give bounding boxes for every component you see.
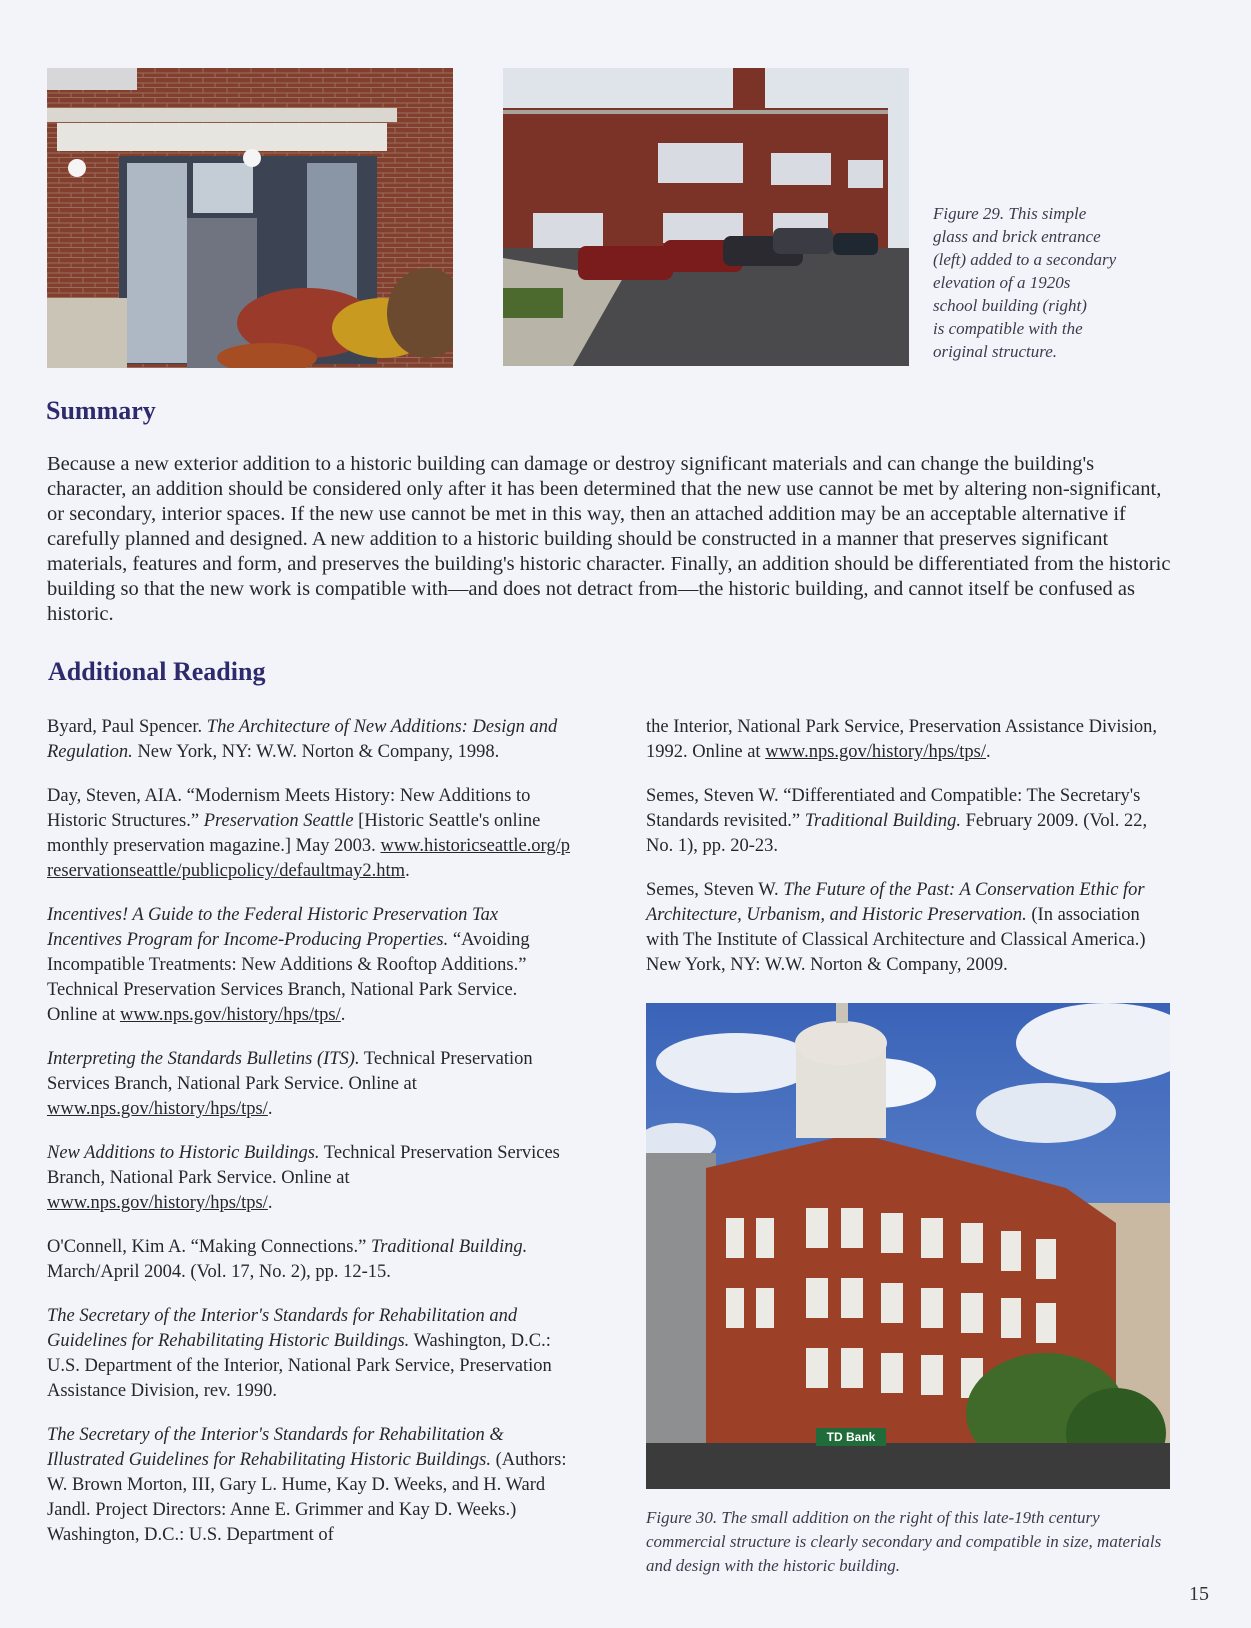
- figure29-caption-line: original structure.: [933, 342, 1058, 361]
- reference-entry: [646, 878, 1166, 978]
- ref-link[interactable]: www.nps.gov/history/hps/tps/: [765, 742, 987, 762]
- ref-text: [Historic Seattle's online monthly preservation magazine.] May 2003.: [47, 811, 541, 856]
- figure29-caption: [933, 202, 1143, 363]
- figure29-caption-line: is compatible with the: [933, 319, 1083, 338]
- ref-tail: .: [405, 861, 410, 881]
- ref-link[interactable]: www.nps.gov/history/hps/tps/: [119, 1005, 341, 1025]
- figure29-caption-line: elevation of a 1920s: [933, 273, 1071, 292]
- ref-tail: .: [340, 1005, 346, 1025]
- ref-text: “Avoiding Incompatible Treatments: New Additions & Rooftop Additions.” Technical Preservation Services Branch, National Park Service. Online at: [47, 930, 530, 1025]
- page-number: 15: [1189, 1583, 1209, 1605]
- ref-title: Interpreting the Standards Bulletins (ITS).: [47, 1049, 360, 1069]
- ref-text: O'Connell, Kim A. “Making Connections.”: [47, 1237, 371, 1257]
- ref-text: Day, Steven, AIA. “Modernism Meets History: New Additions to Historic Structures.”: [47, 786, 531, 831]
- ref-title: The Future of the Past: A Conservation Ethic for Architecture, Urbanism, and Historic Preservation.: [646, 880, 1145, 925]
- ref-title: Traditional Building.: [804, 811, 961, 831]
- ref-title: Preservation Seattle: [203, 811, 354, 831]
- ref-title: Incentives! A Guide to the Federal Historic Preservation Tax Incentives Program for Income-Producing Properties.: [47, 905, 499, 950]
- ref-title: The Architecture of New Additions: Design and Regulation.: [47, 717, 558, 762]
- figure29-caption-line: Figure 29. This simple: [933, 204, 1087, 223]
- ref-link[interactable]: www.historicseattle.org/preservationseattle/publicpolicy/defaultmay2.htm: [47, 836, 571, 881]
- reference-entry: [47, 1423, 572, 1548]
- additional-reading-heading: Additional Reading: [48, 657, 266, 686]
- figure29-caption-line: glass and brick entrance: [933, 227, 1101, 246]
- reference-entry: [47, 1304, 572, 1404]
- figure30-caption: Figure 30. The small addition on the right of this late-19th century commercial structure is clearly secondary and compatible in size, materials and design with the historic building.: [646, 1508, 1162, 1575]
- ref-text: Byard, Paul Spencer.: [47, 717, 207, 737]
- reference-entry: [646, 715, 1166, 765]
- figure30-photo-commercial-building: [646, 1003, 1170, 1489]
- ref-tail: .: [986, 742, 991, 762]
- ref-link[interactable]: www.nps.gov/history/hps/tps/: [47, 1193, 268, 1213]
- ref-text: Washington, D.C.: U.S. Department of the Interior, National Park Service, Preservation Assistance Division, rev. 1990.: [47, 1331, 552, 1401]
- ref-text: Technical Preservation Services Branch, National Park Service. Online at: [47, 1143, 560, 1188]
- reference-entry: [47, 715, 572, 765]
- ref-text: Semes, Steven W.: [646, 880, 784, 900]
- figure29-photo-entrance: [47, 68, 453, 368]
- figure29-photo-school: [503, 68, 909, 366]
- bank-sign-text: TD Bank: [826, 1430, 876, 1444]
- ref-title: The Secretary of the Interior's Standards for Rehabilitation and Guidelines for Rehabilitating Historic Buildings.: [47, 1306, 518, 1351]
- ref-tail: .: [267, 1193, 273, 1213]
- figure29-caption-line: school building (right): [933, 296, 1087, 315]
- ref-title: The Secretary of the Interior's Standards for Rehabilitation & Illustrated Guidelines for Rehabilitating Historic Buildings.: [47, 1425, 504, 1470]
- ref-tail: .: [267, 1099, 273, 1119]
- reference-entry: [646, 784, 1166, 859]
- ref-title: New Additions to Historic Buildings.: [47, 1143, 320, 1163]
- figure29-caption-line: (left) added to a secondary: [933, 250, 1117, 269]
- ref-text: February 2009. (Vol. 22, No. 1), pp. 20-23.: [646, 811, 1148, 856]
- ref-text: (In association with The Institute of Classical Architecture and Classical America.) New York, NY: W.W. Norton & Company, 2009.: [646, 905, 1146, 975]
- references-right-column: [646, 715, 1166, 997]
- ref-text: New York, NY: W.W. Norton & Company, 1998.: [132, 742, 500, 762]
- reference-entry: [47, 1047, 572, 1122]
- references-left-column: [47, 715, 572, 1567]
- ref-text: Semes, Steven W. “Differentiated and Compatible: The Secretary's Standards revisited.”: [646, 786, 1141, 831]
- summary-paragraph: Because a new exterior addition to a historic building can damage or destroy significant materials and can change the building's character, an addition should be considered only after it has been determined that the new use cannot be met by altering non-significant, or secondary, interior spaces. If the new use cannot be met in this way, then an attached addition may be an acceptable alternative if carefully planned and designed. A new addition to a historic building should be constructed in a manner that preserves significant materials, features and form, and preserves the building's historic character. Finally, an addition should be differentiated from the historic building so that the new work is compatible with—and does not detract from—the historic building, and cannot itself be confused as historic.: [47, 453, 1171, 625]
- reference-entry: [47, 1141, 572, 1216]
- ref-text: the Interior, National Park Service, Preservation Assistance Division, 1992. Online at: [646, 717, 1157, 762]
- ref-text: March/April 2004. (Vol. 17, No. 2), pp. 12-15.: [47, 1262, 391, 1282]
- reference-entry: [47, 784, 572, 884]
- ref-link[interactable]: www.nps.gov/history/hps/tps/: [47, 1099, 268, 1119]
- reference-entry: [47, 1235, 572, 1285]
- reference-entry: [47, 903, 572, 1028]
- ref-text: (Authors: W. Brown Morton, III, Gary L. Hume, Kay D. Weeks, and H. Ward Jandl. Project Directors: Anne E. Grimmer and Kay D. Weeks.) Washington, D.C.: U.S. Department of: [47, 1450, 567, 1545]
- ref-title: Traditional Building.: [370, 1237, 528, 1257]
- ref-text: Technical Preservation Services Branch, National Park Service. Online at: [47, 1049, 533, 1094]
- summary-heading: Summary: [46, 396, 156, 425]
